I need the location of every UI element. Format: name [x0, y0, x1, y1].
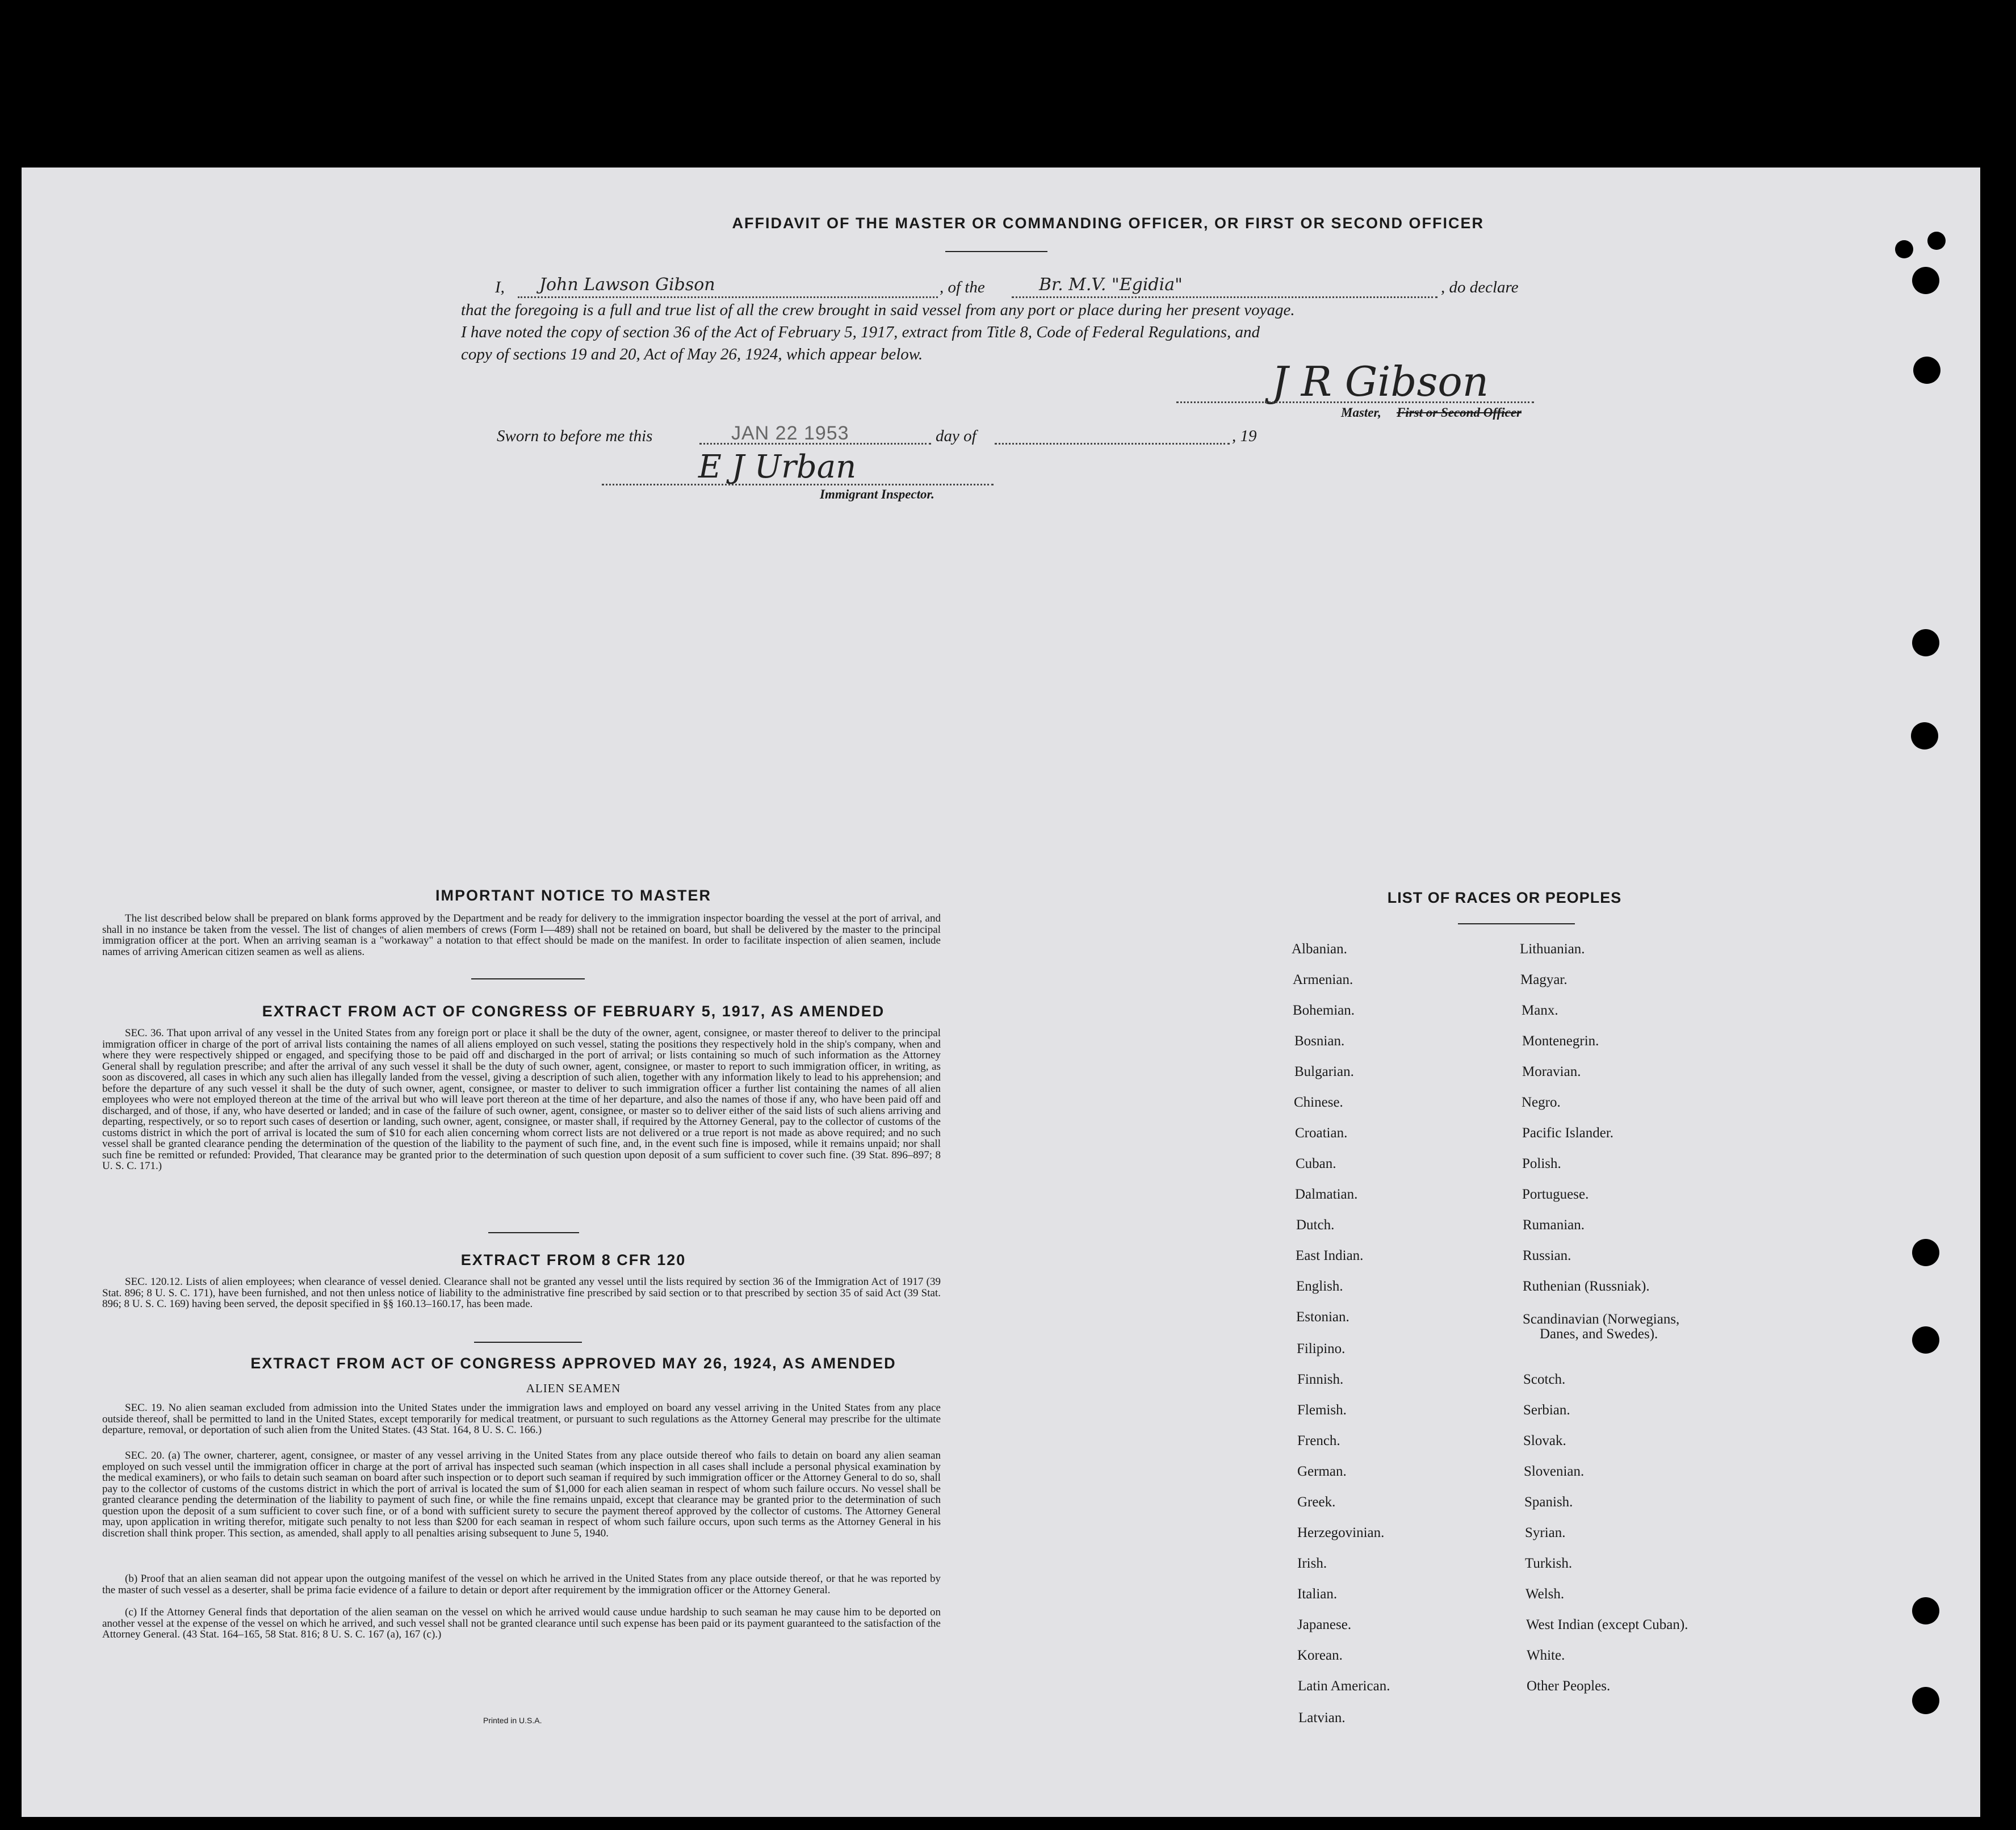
- race-item: Manx.: [1522, 1003, 1558, 1018]
- day-of-label: day of: [936, 427, 976, 445]
- title-rule: [945, 251, 1047, 252]
- race-item: Pacific Islander.: [1522, 1125, 1614, 1141]
- affidavit-i: I,: [495, 278, 505, 296]
- race-item: Cuban.: [1296, 1156, 1336, 1171]
- name-line: [518, 296, 938, 298]
- race-item: English.: [1296, 1279, 1343, 1294]
- extract-1924-sec20a: SEC. 20. (a) The owner, charterer, agent, consignee, or master of any vessel arriving in the United States from any place outside thereof who fails to detain on board any alien seaman employed on such vessel until the immigration officer in charge at the port of arrival has inspected such seaman (which inspection in all cases shall include a personal physical examination by the medical examiners), or who fails to detain such seaman on board after such inspection or to deport such seaman if required by such immigration officer or the Attorney General to do so, shall pay to the collector of customs of the customs district in which the port of arrival is located the sum of $1,000 for each alien seaman in respect of whom such failure occurs. No vessel shall be granted clearance pending the determination of the liability to payment of such fine, or while the fine remains unpaid, except that clearance may be granted prior to the determination of such question upon the deposit of a sum sufficient to cover such fine, or of a bond with sufficient surety to secure the payment thereof approved by the collector of customs. The Attorney General may, upon application in writing therefor, mitigate such penalty to not less than $200 for each seaman in respect of whom such failure occurs, upon such terms as the Attorney General in his discretion shall think proper. This section, as amended, shall apply to all penalties arising subsequent to June 5, 1940.: [102, 1450, 941, 1539]
- race-item: Japanese.: [1297, 1617, 1352, 1632]
- races-title: LIST OF RACES OR PEOPLES: [1387, 889, 1622, 906]
- year-label: , 19: [1232, 427, 1257, 445]
- date-stamp: JAN 22 1953: [731, 422, 849, 444]
- race-item: Herzegovinian.: [1297, 1525, 1385, 1540]
- inspector-signature: E J Urban: [698, 449, 857, 485]
- extract-1924-sec19: SEC. 19. No alien seaman excluded from admission into the United States under the immigration laws and employed on board any vessel arriving in the United States from any place outside thereof, shall be permitted to land in the United States, except temporarily for medical treatment, or pursuant to such regulations as the Attorney General may prescribe for the ultimate departure, removal, or deportation of such alien from the United States. (43 Stat. 164, 8 U. S. C. 166.): [102, 1402, 941, 1436]
- races-rule: [1458, 923, 1575, 924]
- extract-1924-sec20b: (b) Proof that an alien seaman did not appear upon the outgoing manifest of the vessel on which he arrived in the United States from any place outside thereof, or that he was reported by the master of such vessel as a deserter, shall be prima facie evidence of a failure to detain or deport after requirement by the immigration officer or the Attorney General.: [102, 1573, 941, 1596]
- vessel-line: [1012, 296, 1437, 298]
- punch-hole: [1895, 240, 1913, 258]
- extract-cfr-rule: [474, 1342, 582, 1343]
- race-item: Dalmatian.: [1295, 1187, 1358, 1202]
- race-item: Magyar.: [1520, 972, 1567, 987]
- race-item: Serbian.: [1523, 1402, 1570, 1418]
- punch-hole: [1912, 629, 1939, 656]
- race-item: Latvian.: [1298, 1710, 1346, 1726]
- race-item: Latin American.: [1298, 1678, 1390, 1694]
- race-item: Danes, and Swedes).: [1540, 1326, 1658, 1342]
- race-item: Portuguese.: [1522, 1187, 1589, 1202]
- race-item: Korean.: [1297, 1648, 1343, 1663]
- race-item: Welsh.: [1525, 1586, 1565, 1602]
- punch-hole: [1912, 1239, 1939, 1266]
- race-item: Other Peoples.: [1527, 1678, 1611, 1694]
- race-item: Montenegrin.: [1522, 1033, 1599, 1049]
- month-line: [995, 443, 1230, 445]
- race-item: Slovak.: [1523, 1433, 1566, 1448]
- race-item: West Indian (except Cuban).: [1526, 1617, 1688, 1632]
- extract-cfr-title: EXTRACT FROM 8 CFR 120: [460, 1251, 686, 1268]
- extract-1917-text: SEC. 36. That upon arrival of any vessel in the United States from any foreign port or place it shall be the duty of the owner, agent, consignee, or master thereof to deliver to the principal immigration officer in charge of the port of arrival lists containing the names of all aliens employed on such vessel, stating the positions they respectively hold in the ship's company, when and where they were respectively shipped or engaged, and specifying those to be paid off and discharged in the port of arrival; or lists containing so much of such information as the Attorney General shall by regulation prescribe; and after the arrival of any such vessel it shall be the duty of such owner, agent, consignee, or master to report to such immigration officer, in writing, as soon as discovered, all cases in which any such alien has illegally landed from the vessel, giving a description of such alien, together with any information likely to lead to his apprehension; and before the departure of any such vessel it shall be the duty of such owner, agent, consignee, or master to deliver to such immigration officer a further list containing the names of all alien employees who were not employed thereon at the time of the arrival but who will leave port thereon at the time of her departure, and also the names of those if any, who have been paid off and discharged, and of those, if any, who have deserted or landed; and in case of the failure of such owner, agent, consignee, or master so to deliver either of the said lists of such aliens arriving and departing, respectively, or so to report such cases of desertion or landing, such owner, agent, consignee, or master shall, if required by the Attorney General, pay to the collector of customs of the customs district in which the port of arrival is located the sum of $10 for each alien concerning whom correct lists are not delivered or a true report is not made as above required; and no such vessel shall be granted clearance pending the determination of the question of the liability to the payment of such fine, and, in the event such fine is imposed, while it remains unpaid; nor shall such fine be remitted or refunded: Provided, That clearance may be granted prior to the determination of such question upon deposit of a sum sufficient to cover such fine. (39 Stat. 896–897; 8 U. S. C. 171.): [102, 1027, 941, 1172]
- struck-officer-label: First or Second Officer: [1397, 405, 1522, 420]
- race-item: Albanian.: [1292, 941, 1347, 957]
- extract-1924-title: EXTRACT FROM ACT OF CONGRESS APPROVED MAY 26, 1924, AS AMENDED: [250, 1355, 896, 1372]
- notice-title: IMPORTANT NOTICE TO MASTER: [435, 887, 711, 904]
- race-item: Negro.: [1522, 1095, 1561, 1110]
- race-item: Finnish.: [1297, 1372, 1344, 1387]
- declaration-line-4: copy of sections 19 and 20, Act of May 26, 1924, which appear below.: [461, 345, 923, 363]
- race-item: Russian.: [1523, 1248, 1571, 1263]
- punch-hole: [1913, 357, 1940, 384]
- race-item: East Indian.: [1296, 1248, 1364, 1263]
- extract-cfr-text: SEC. 120.12. Lists of alien employees; when clearance of vessel denied. Clearance shall not be granted any vessel until the lists required by section 36 of the Immigration Act of 1917 (39 Stat. 896; 8 U. S. C. 171), have been furnished, and not then unless notice of liability to the administrative fine prescribed by said section or to that prescribed by section 35 of said Act (39 Stat. 896; 8 U. S. C. 169) having been served, the deposit specified in §§ 160.13–160.17, has been made.: [102, 1276, 941, 1310]
- race-item: Dutch.: [1296, 1217, 1335, 1233]
- race-item: Polish.: [1522, 1156, 1561, 1171]
- declaration-line-3: I have noted the copy of section 36 of the Act of February 5, 1917, extract from Title 8, Code of Federal Regulations, and: [461, 323, 1260, 341]
- extract-1917-rule: [488, 1232, 579, 1233]
- inspector-label: Immigrant Inspector.: [820, 487, 934, 501]
- punch-hole: [1912, 1687, 1939, 1714]
- race-item: Spanish.: [1524, 1494, 1573, 1510]
- punch-hole: [1912, 1326, 1939, 1354]
- punch-hole: [1911, 722, 1938, 749]
- race-item: Greek.: [1297, 1494, 1336, 1510]
- race-item: Filipino.: [1297, 1341, 1346, 1356]
- extract-1924-subtitle: ALIEN SEAMEN: [526, 1381, 621, 1395]
- race-item: Estonian.: [1296, 1309, 1349, 1325]
- master-signature: J R Gibson: [1272, 358, 1489, 405]
- race-item: Lithuanian.: [1520, 941, 1585, 957]
- do-declare-label: , do declare: [1441, 278, 1519, 296]
- vessel-handwritten: Br. M.V. "Egidia": [1039, 275, 1183, 295]
- punch-hole: [1912, 1597, 1939, 1624]
- race-item: Bosnian.: [1294, 1033, 1345, 1049]
- declaration-line-2: that the foregoing is a full and true list of all the crew brought in said vessel from any port or place during her present voyage.: [461, 301, 1295, 319]
- race-item: Armenian.: [1293, 972, 1353, 987]
- notice-text: The list described below shall be prepared on blank forms approved by the Department and be ready for delivery to the immigration inspector boarding the vessel at the port of arrival, and shall in no instance be taken from the vessel. The list of changes of alien members of crews (Form I—489) shall not be retained on board, but shall be delivered by the master to the principal immigration officer at the port. When an arriving seaman is a "workaway" a notation to that effect should be made on the manifest. In order to facilitate inspection of alien seamen, include names of arriving American citizen seamen as well as aliens.: [102, 912, 941, 958]
- punch-hole: [1927, 232, 1946, 250]
- form-sheet: [22, 167, 1980, 1817]
- signature-line: [1176, 401, 1534, 403]
- race-item: Chinese.: [1294, 1095, 1343, 1110]
- race-item: Turkish.: [1525, 1556, 1573, 1571]
- printed-in-usa: Printed in U.S.A.: [483, 1716, 542, 1725]
- race-item: White.: [1527, 1648, 1565, 1663]
- master-name-handwritten: John Lawson Gibson: [539, 275, 715, 295]
- of-the-label: , of the: [940, 278, 985, 296]
- race-item: Bohemian.: [1293, 1003, 1355, 1018]
- punch-hole: [1912, 267, 1939, 294]
- race-item: Moravian.: [1522, 1064, 1581, 1079]
- affidavit-title: AFFIDAVIT OF THE MASTER OR COMMANDING OFFICER, OR FIRST OR SECOND OFFICER: [732, 215, 1484, 232]
- race-item: Ruthenian (Russniak).: [1523, 1279, 1650, 1294]
- race-item: Slovenian.: [1524, 1464, 1585, 1479]
- race-item: Irish.: [1297, 1556, 1327, 1571]
- race-item: Flemish.: [1297, 1402, 1347, 1418]
- master-label: Master,: [1341, 405, 1381, 420]
- extract-1924-sec20c: (c) If the Attorney General finds that deportation of the alien seaman on the vessel on which he arrived would cause undue hardship to such seaman he may cause him to be deported on another vessel at the expense of the vessel on which he arrived, and such vessel shall not be granted clearance until such expense has been paid or its payment guaranteed to the satisfaction of the Attorney General. (43 Stat. 164–165, 58 Stat. 816; 8 U. S. C. 167 (a), 167 (c).): [102, 1606, 941, 1640]
- race-item: Scandinavian (Norwegians,: [1523, 1312, 1680, 1327]
- extract-1917-title: EXTRACT FROM ACT OF CONGRESS OF FEBRUARY 5, 1917, AS AMENDED: [262, 1003, 885, 1020]
- race-item: Rumanian.: [1523, 1217, 1585, 1233]
- race-item: French.: [1297, 1433, 1340, 1448]
- race-item: Italian.: [1297, 1586, 1338, 1602]
- race-item: Scotch.: [1523, 1372, 1566, 1387]
- inspector-line: [602, 484, 994, 485]
- notice-rule: [471, 978, 585, 979]
- race-item: German.: [1297, 1464, 1347, 1479]
- race-item: Croatian.: [1295, 1125, 1348, 1141]
- race-item: Bulgarian.: [1294, 1064, 1354, 1079]
- race-item: Syrian.: [1525, 1525, 1566, 1540]
- sworn-label: Sworn to before me this: [497, 427, 653, 445]
